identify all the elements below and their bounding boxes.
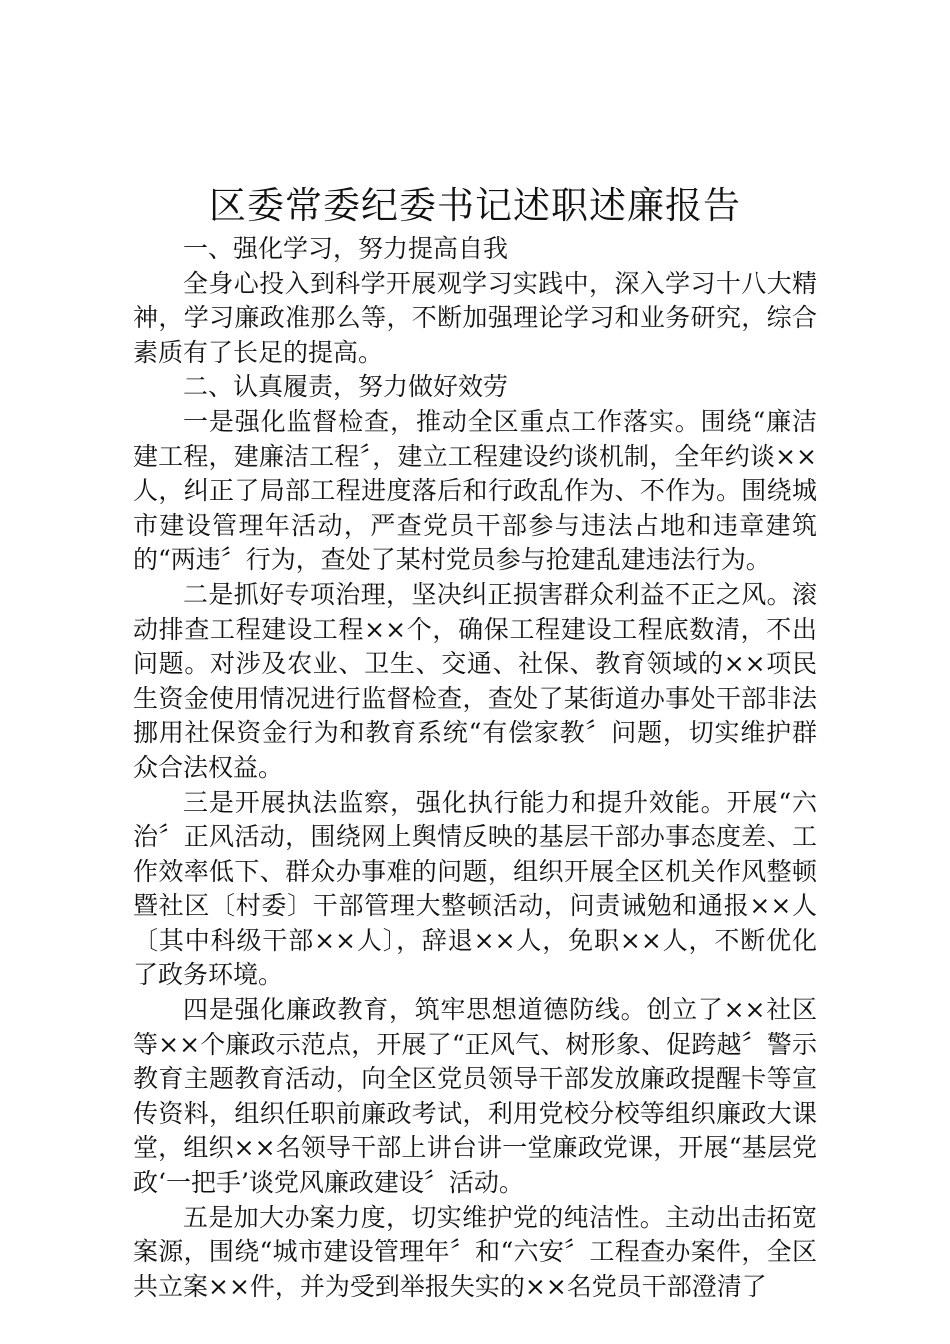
paragraph-supervision: 一是强化监督检查，推动全区重点工作落实。围绕“廉洁建工程，建廉洁工程〞，建立工程建设约谈机制，全年约谈××人，纠正了局部工程进度落后和行政乱作为、不作为。围绕城市建设管理年活动，严查党员干部参与违法占地和违章建筑的“两违〞行为，查处了某村党员参与抢建乱建违法行为。 [133,406,817,575]
paragraph-study: 全身心投入到科学开展观学习实践中，深入学习十八大精神，学习廉政准那么等，不断加强理论学习和业务研究，综合素质有了长足的提高。 [133,268,817,367]
section-heading-2: 二、认真履责，努力做好效劳 [183,372,509,402]
document-page [133,180,817,1304]
paragraph-law-enforcement: 三是开展执法监察，强化执行能力和提升效能。开展“六治〞正风活动，围绕网上舆情反映的基层干部办事态度差、工作效率低下、群众办事难的问题，组织开展全区机关作风整顿暨社区〔村委〕干部管理大整顿活动，问责诫勉和通报××人〔其中科级干部××人〕，辞退××人，免职××人，不断优化了政务环境。 [133,787,817,990]
section-heading-1: 一、强化学习，努力提高自我 [183,234,509,263]
paragraph-case-handling: 五是加大办案力度，切实维护党的纯洁性。主动出击拓宽案源，围绕“城市建设管理年〞和“六安〞工程查办案件，全区共立案××件，并为受到举报失实的××名党员干部澄清了 [133,1202,817,1301]
paragraph-special-governance: 二是抓好专项治理，坚决纠正损害群众利益不正之风。滚动排查工程建设工程××个，确保工程建设工程底数清，不出问题。对涉及农业、卫生、交通、社保、教育领域的××项民生资金使用情况进行监督检查，查处了某街道办事处干部非法挪用社保资金行为和教育系统“有偿家教〞问题，切实维护群众合法权益。 [133,579,817,782]
document-title: 区委常委纪委书记述职述廉报告 [209,184,741,227]
paragraph-integrity-education: 四是强化廉政教育，筑牢思想道德防线。创立了××社区等××个廉政示范点，开展了“正风气、树形象、促跨越〞警示教育主题教育活动，向全区党员领导干部发放廉政提醒卡等宣传资料，组织任职前廉政考试，利用党校分校等组织廉政大课堂，组织××名领导干部上讲台讲一堂廉政党课，开展“基层党政‘一把手’谈党风廉政建设〞活动。 [133,995,817,1198]
